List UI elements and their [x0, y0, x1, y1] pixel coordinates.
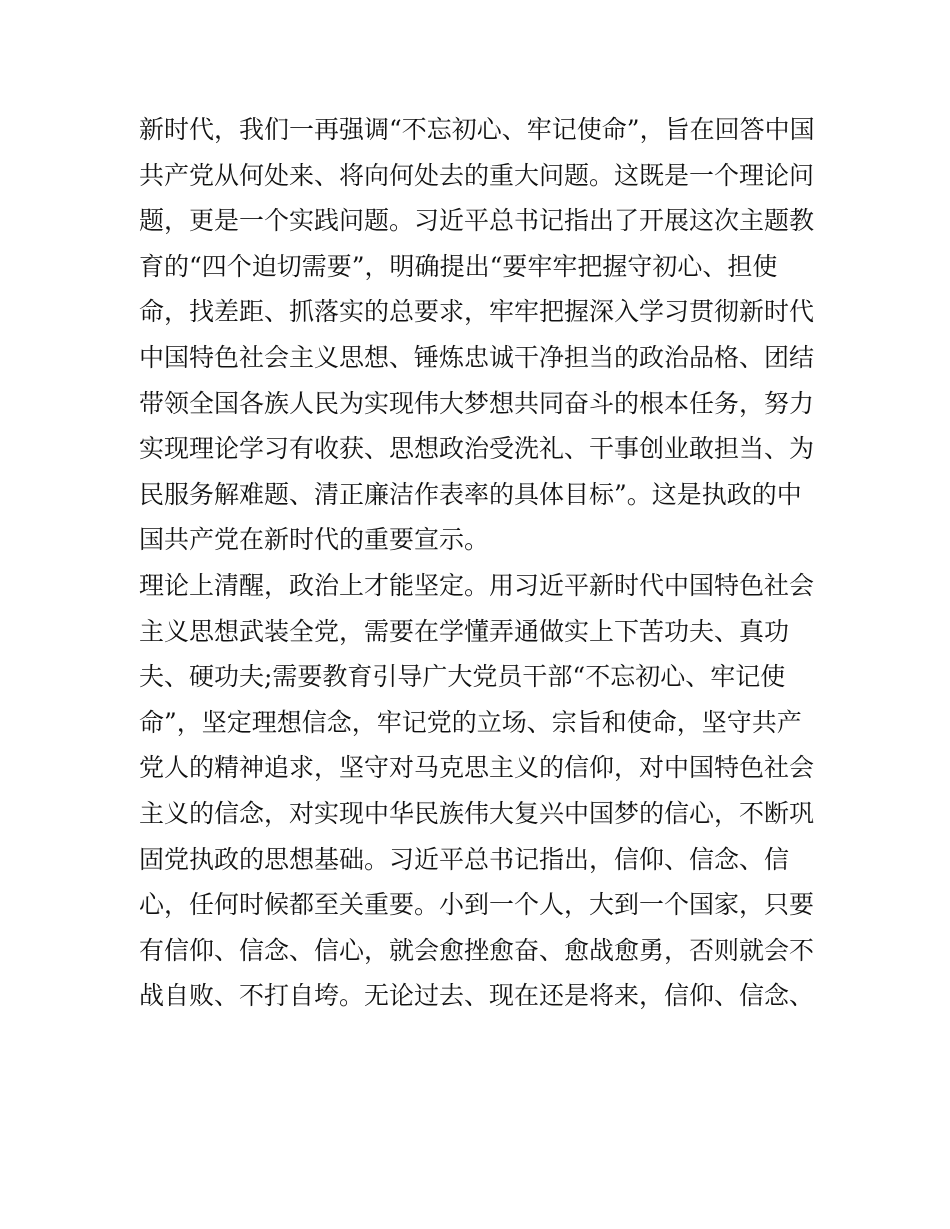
text-line: 心，任何时候都至关重要。小到一个人，大到一个国家，只要	[139, 890, 815, 920]
text-line: 固党执政的思想基础。习近平总书记指出，信仰、信念、信	[139, 844, 790, 874]
text-line: 新时代，我们一再强调“不忘初心、牢记使命”，旨在回答中国	[139, 115, 815, 144]
text-line: 有信仰、信念、信心，就会愈挫愈奋、愈战愈勇，否则就会不	[139, 935, 815, 965]
text-line: 育的“四个迫切需要”，明确提出“要牢牢把握守初心、担使	[139, 251, 778, 281]
text-line: 共产党从何处来、将向何处去的重大问题。这既是一个理论问	[139, 160, 815, 190]
text-line: 民服务解难题、清正廉洁作表率的具体目标”。这是执政的中	[139, 479, 802, 509]
text-line: 党人的精神追求，坚守对马克思主义的信仰，对中国特色社会	[139, 753, 815, 783]
text-line: 题，更是一个实践问题。习近平总书记指出了开展这次主题教	[139, 206, 815, 236]
text-line: 中国特色社会主义思想、锤炼忠诚干净担当的政治品格、团结	[139, 342, 815, 372]
text-line: 命”，坚定理想信念，牢记党的立场、宗旨和使命，坚守共产	[139, 707, 802, 737]
text-line: 理论上清醒，政治上才能坚定。用习近平新时代中国特色社会	[139, 570, 815, 600]
text-line: 命，找差距、抓落实的总要求，牢牢把握深入学习贯彻新时代	[139, 297, 815, 327]
text-line: 主义的信念，对实现中华民族伟大复兴中国梦的信心，不断巩	[139, 798, 815, 828]
text-line: 实现理论学习有收获、思想政治受洗礼、干事创业敢担当、为	[139, 434, 815, 464]
text-line: 国共产党在新时代的重要宣示。	[139, 525, 490, 555]
text-line: 带领全国各族人民为实现伟大梦想共同奋斗的根本任务，努力	[139, 388, 815, 418]
text-line: 夫、硬功夫;需要教育引导广大党员干部“不忘初心、牢记使	[139, 662, 786, 692]
text-line: 主义思想武装全党，需要在学懂弄通做实上下苦功夫、真功	[139, 616, 790, 646]
text-line: 战自败、不打自垮。无论过去、现在还是将来，信仰、信念、	[139, 981, 815, 1011]
body-text	[139, 107, 829, 1019]
